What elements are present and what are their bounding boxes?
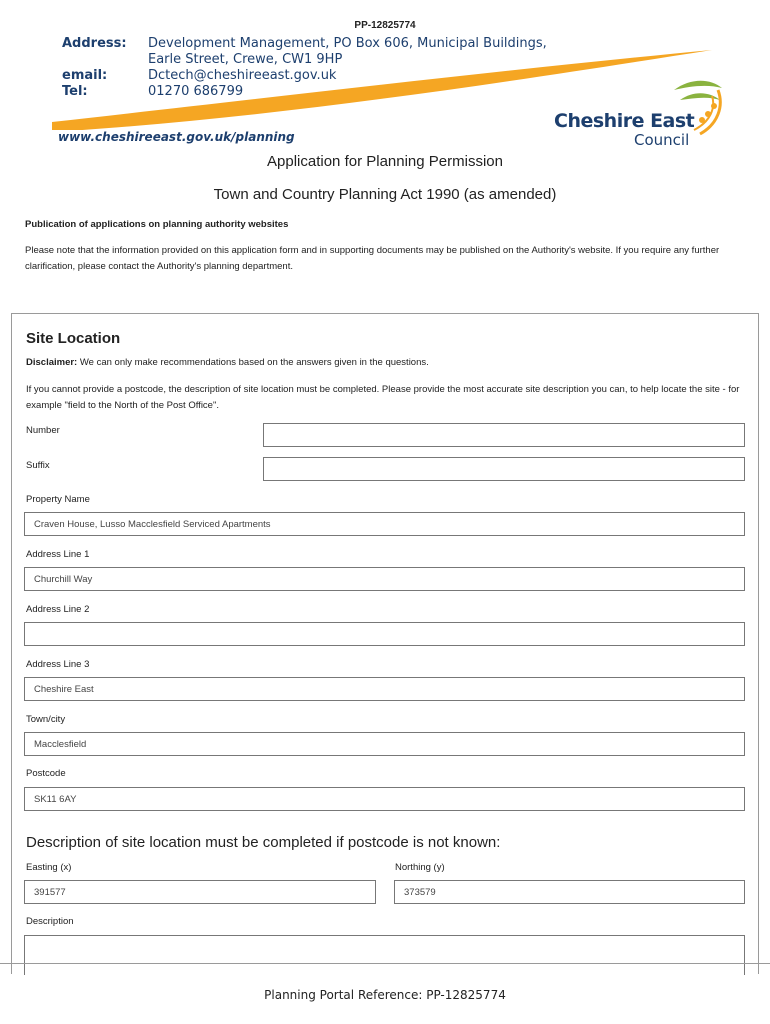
logo-text-secondary: Council: [634, 131, 690, 149]
footer-reference: Planning Portal Reference: PP-12825774: [264, 988, 506, 1002]
description-label: Description: [26, 916, 74, 927]
tel-value: 01270 686799: [148, 84, 244, 99]
postcode-info: If you cannot provide a postcode, the description of site location must be completed. Please provide the most accurate site description you can, to help locate the site - for example "field to the North of the Post Office".: [26, 384, 740, 411]
easting-label: Easting (x): [26, 862, 72, 873]
address-line-3-label: Address Line 3: [26, 659, 90, 670]
number-input[interactable]: [263, 423, 745, 447]
site-location-panel: [11, 313, 759, 974]
address-line-2-input[interactable]: [24, 622, 745, 646]
postcode-label: Postcode: [26, 768, 66, 779]
description-textarea[interactable]: [24, 935, 745, 975]
publication-heading: Publication of applications on planning authority websites: [25, 219, 289, 230]
easting-input[interactable]: 391577: [24, 880, 376, 904]
top-reference: PP-12825774: [354, 20, 416, 31]
northing-input[interactable]: 373579: [394, 880, 745, 904]
town-input[interactable]: Macclesfield: [24, 732, 745, 756]
address-line-3-input[interactable]: Cheshire East: [24, 677, 745, 701]
description-section-title: Description of site location must be completed if postcode is not known:: [26, 834, 501, 851]
publication-text: Please note that the information provided on this application form and in supporting documents may be published on the Authority's website. If you require any further clarification, please contact the Authority's planning department.: [25, 245, 720, 272]
address-line-1: Development Management, PO Box 606, Municipal Buildings,: [148, 36, 547, 51]
logo-text-primary: Cheshire East: [554, 110, 695, 132]
address-line-1-label: Address Line 1: [26, 549, 90, 560]
form-title: Application for Planning Permission: [267, 153, 503, 170]
northing-label: Northing (y): [395, 862, 445, 873]
section-title: Site Location: [26, 330, 121, 347]
footer-divider: [0, 963, 770, 964]
disclaimer-label: Disclaimer:: [26, 357, 78, 368]
suffix-input[interactable]: [263, 457, 745, 481]
property-name-label: Property Name: [26, 494, 90, 505]
email-label: email:: [62, 68, 108, 83]
disclaimer: [26, 357, 429, 368]
address-line-2: Earle Street, Crewe, CW1 9HP: [148, 52, 343, 67]
tel-label: Tel:: [62, 84, 88, 99]
postcode-input[interactable]: SK11 6AY: [24, 787, 745, 811]
number-label: Number: [26, 425, 60, 436]
address-label: Address:: [62, 36, 127, 51]
address-line-1-input[interactable]: Churchill Way: [24, 567, 745, 591]
form-subtitle: Town and Country Planning Act 1990 (as amended): [213, 186, 557, 203]
address-line-2-label: Address Line 2: [26, 604, 90, 615]
property-name-input[interactable]: Craven House, Lusso Macclesfield Serviced Apartments: [24, 512, 745, 536]
suffix-label: Suffix: [26, 460, 50, 471]
town-label: Town/city: [26, 714, 66, 725]
website-link[interactable]: www.cheshireeast.gov.uk/planning: [58, 130, 295, 144]
email-value[interactable]: Dctech@cheshireeast.gov.uk: [148, 68, 337, 83]
disclaimer-text: We can only make recommendations based on the answers given in the questions.: [77, 357, 429, 368]
council-logo: [552, 76, 732, 152]
